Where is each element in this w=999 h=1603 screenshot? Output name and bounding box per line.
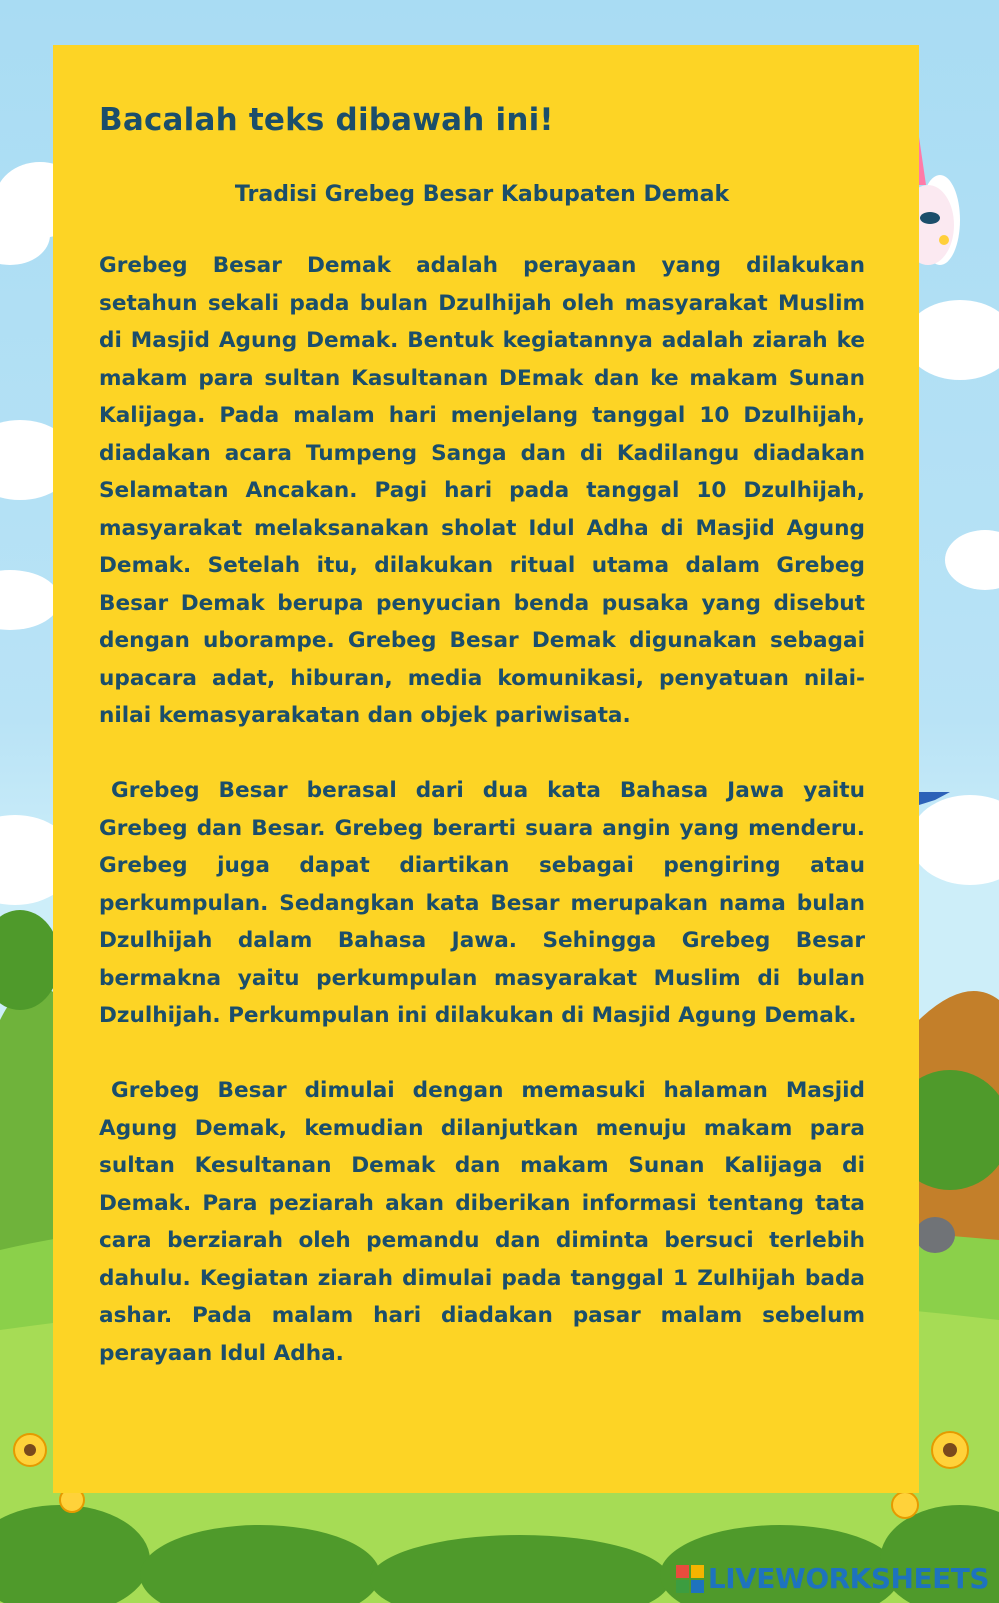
text-title: Tradisi Grebeg Besar Kabupaten Demak (234, 182, 730, 207)
reading-card (53, 45, 919, 1493)
rock (915, 1217, 955, 1253)
paragraph-3: Grebeg Besar dimulai dengan memasuki halaman Masjid Agung Demak, kemudian dilanjutkan menuju makam para sultan Kesultanan Demak dan makam Sunan Kalijaga di Demak. Para peziarah akan diberikan informasi tentang tata cara berziarah oleh pemandu dan diminta bersuci terlebih dahulu. Kegiatan ziarah dimulai pada tanggal 1 Zulhijah bada ashar. Pada malam hari diadakan pasar malam sebelum perayaan Idul Adha. (99, 1078, 865, 1366)
paragraph-1: Grebeg Besar Demak adalah perayaan yang dilakukan setahun sekali pada bulan Dzulhijah oleh masyarakat Muslim di Masjid Agung Demak. Bentuk kegiatannya adalah ziarah ke makam para sultan Kasultanan DEmak dan ke makam Sunan Kalijaga. Pada malam hari menjelang tanggal 10 Dzulhijah, diadakan acara Tumpeng Sanga dan di Kadilangu diadakan Selamatan Ancakan. Pagi hari pada tanggal 10 Dzulhijah, masyarakat melaksanakan sholat Idul Adha di Masjid Agung Demak. Setelah itu, dilakukan ritual utama dalam Grebeg Besar Demak berupa penyucian benda pusaka yang disebut dengan uborampe. Grebeg Besar Demak digunakan sebagai upacara adat, hiburan, media komunikasi, penyatuan nilai-nilai kemasyarakatan dan objek pariwisata. (99, 253, 865, 728)
watermark-text: LIVEWORKSHEETS (707, 1562, 989, 1595)
instruction-heading: Bacalah teks dibawah ini! (99, 102, 554, 138)
liveworksheets-logo-icon (676, 1565, 704, 1593)
paragraph-2: Grebeg Besar berasal dari dua kata Bahasa Jawa yaitu Grebeg dan Besar. Grebeg berarti suara angin yang menderu. Grebeg juga dapat diartikan sebagai pengiring atau perkumpulan. Sedangkan kata Besar merupakan nama bulan Dzulhijah dalam Bahasa Jawa. Sehingga Grebeg Besar bermakna yaitu perkumpulan masyarakat Muslim di bulan Dzulhijah. Perkumpulan ini dilakukan di Masjid Agung Demak. (99, 778, 865, 1028)
liveworksheets-watermark (676, 1562, 989, 1595)
cloud-right (905, 175, 999, 885)
